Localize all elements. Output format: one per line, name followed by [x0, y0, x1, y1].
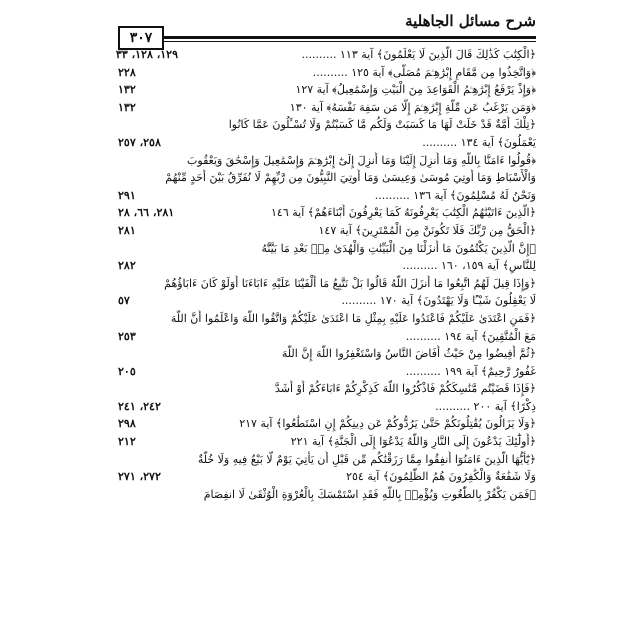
page-reference: ٢٠٥ [118, 364, 136, 378]
verse-text: يَعْمَلُونَ﴾ آية ١٣٤ .......... [422, 135, 536, 149]
page-reference: ٢٨١ [118, 223, 136, 237]
verse-text: ﴿وَاتَّخِذُوا مِن مَّقَامِ إِبْرَٰهِـۧمَ مُصَلًّى﴾ آية ١٢٥ .......... [312, 65, 536, 79]
verse-text: لِلنَّاسِ﴾ آية ١٥٩، ١٦٠ .......... [402, 259, 536, 273]
verse-text: ﴿وَإِذْ يَرْفَعُ إِبْرَٰهِـۧمُ الْقَوَاعِدَ مِنَ الْبَيْتِ وَإِسْمَٰعِيلُ﴾ آية ١٢٧ [295, 83, 536, 97]
verse-text: ﴿فَمَنِ اعْتَدَىٰ عَلَيْكُمْ فَاعْتَدُوا عَلَيْهِ بِمِثْلِ مَا اعْتَدَىٰ عَلَيْكُمْ وَاتَّقُوا اللَّهَ وَاعْلَمُوا أَنَّ اللَّهَ [170, 311, 536, 325]
verse-text: لَا يَعْقِلُونَ شَيْـًٔا وَلَا يَهْتَدُونَ﴾ آية ١٧٠ .......... [341, 294, 536, 308]
page-header [118, 10, 536, 44]
page-reference: ٢٨٢ [118, 259, 136, 273]
index-line [118, 240, 536, 258]
verse-text: ﴿تِلْكَ أُمَّةٌ قَدْ خَلَتْ لَهَا مَا كَسَبَتْ وَلَكُم مَّا كَسَبْتُمْ وَلَا تُسْـَٔلُونَ عَمَّا كَانُوا [228, 118, 536, 132]
page-reference: ٢٥٨، ٢٥٧ [118, 135, 161, 149]
verse-text: ﴿الَّذِينَ ءَاتَيْنَٰهُمُ الْكِتَٰبَ يَعْرِفُونَهُ كَمَا يَعْرِفُونَ أَبْنَاءَهُمْ﴾ آية ١٤٦ [271, 206, 536, 220]
index-line [118, 415, 536, 433]
page-reference: ١٢٩، ١٢٨، ٣٣ [115, 48, 178, 61]
verse-text: وَالْأَسْبَاطِ وَمَا أُوتِيَ مُوسَىٰ وَعِيسَىٰ وَمَا أُوتِيَ النَّبِيُّونَ مِن رَّبِّهِمْ لَا نُفَرِّقُ بَيْنَ أَحَدٍ مِّنْهُمْ [165, 171, 536, 185]
verse-text: ﴿قُولُوا ءَامَنَّا بِاللَّهِ وَمَا أُنزِلَ إِلَيْنَا وَمَا أُنزِلَ إِلَىٰٓ إِبْرَٰهِـۧمَ وَإِسْمَٰعِيلَ وَإِسْحَٰقَ وَيَعْقُوبَ [187, 153, 536, 167]
index-line [118, 187, 536, 205]
page-reference: ٢٢٨ [118, 65, 136, 79]
verse-text: ﴿الْكِتَٰبَ كَذَٰلِكَ قَالَ الَّذِينَ لَا يَعْلَمُونَ﴾ آية ١١٣ .......... [301, 48, 536, 61]
index-line [118, 204, 536, 222]
verse-text: ﴿يَٰٓأَيُّهَا الَّذِينَ ءَامَنُوٓا أَنفِقُوا مِمَّا رَزَقْنَٰكُم مِّن قَبْلِ أَن يَأْتِيَ يَوْمٌ لَّا بَيْعٌ فِيهِ وَلَا خُلَّةٌ [197, 452, 536, 466]
verse-text: ذِكْرًا﴾ آية ٢٠٠ .......... [435, 399, 536, 413]
verse-text: غَفُورٌ رَّحِيمٌ﴾ آية ١٩٩ .......... [405, 364, 536, 378]
index-line [118, 99, 536, 117]
page-reference: ٢٥٣ [118, 329, 136, 343]
index-line [118, 328, 536, 346]
header-rule [162, 36, 536, 42]
index-line [118, 345, 536, 363]
index-line [115, 46, 536, 64]
verse-text: ﴿إِنَّ الَّذِينَ يَكْتُمُونَ مَا أَنزَلْنَا مِنَ الْبَيِّنَٰتِ وَالْهُدَىٰ مِنۢ بَعْدِ مَا بَيَّنَّٰهُ [261, 241, 536, 255]
index-line [118, 169, 536, 187]
page-reference: ٥٧ [118, 294, 130, 308]
book-page [115, 10, 536, 630]
verse-text: ﴿وَمَن يَرْغَبُ عَن مِّلَّةِ إِبْرَٰهِـۧمَ إِلَّا مَن سَفِهَ نَفْسَهُ﴾ آية ١٣٠ [289, 100, 536, 114]
index-line [118, 64, 536, 82]
index-line [118, 81, 536, 99]
index-line [118, 152, 536, 170]
verse-text: ﴿أُولَٰٓئِكَ يَدْعُونَ إِلَى النَّارِ وَاللَّهُ يَدْعُوٓا إِلَى الْجَنَّةِ﴾ آية ٢٢١ [290, 435, 536, 449]
verse-text: ﴿الْحَقُّ مِن رَّبِّكَ فَلَا تَكُونَنَّ مِنَ الْمُمْتَرِينَ﴾ آية ١٤٧ [318, 223, 536, 237]
verse-text: ﴿ثُمَّ أَفِيضُوا مِنْ حَيْثُ أَفَاضَ النَّاسُ وَاسْتَغْفِرُوا اللَّهَ إِنَّ اللَّهَ [281, 347, 536, 361]
verse-text: ﴿وَلَا يَزَالُونَ يُقَٰتِلُونَكُمْ حَتَّىٰ يَرُدُّوكُمْ عَن دِينِكُمْ إِنِ اسْتَطَٰعُوا﴾ آية ٢١٧ [239, 417, 536, 431]
verse-text: ﴿وَإِذَا قِيلَ لَهُمُ اتَّبِعُوا مَا أَنزَلَ اللَّهُ قَالُوا بَلْ نَتَّبِعُ مَا أَلْفَيْنَا عَلَيْهِ ءَابَاءَنَا أَوَلَوْ كَانَ ءَابَاؤُهُمْ [164, 276, 536, 290]
verse-text: وَلَا شَفَٰعَةٌ وَالْكَٰفِرُونَ هُمُ الظَّٰلِمُونَ﴾ آية ٢٥٤ [346, 470, 536, 484]
index-line [118, 486, 536, 504]
page-reference: ١٣٢ [118, 100, 136, 114]
page-reference: ٢٤٢، ٢٤١ [118, 399, 161, 413]
verse-index-list [115, 46, 536, 503]
verse-text: مَعَ الْمُتَّقِينَ﴾ آية ١٩٤ .......... [405, 329, 536, 343]
index-line [118, 310, 536, 328]
page-reference: ١٣٢ [118, 83, 136, 97]
page-reference: ٢٩٨ [118, 417, 136, 431]
index-line [118, 433, 536, 451]
book-title: شرح مسائل الجاهلية [405, 12, 536, 30]
index-line [118, 468, 536, 486]
page-reference: ٢٨١، ٦٦، ٢٨ [118, 206, 175, 220]
index-line [118, 222, 536, 240]
index-line [118, 380, 536, 398]
page-reference: ٢٧٢، ٢٧١ [118, 470, 161, 484]
index-line [118, 292, 536, 310]
verse-text: ﴿فَمَن يَكْفُرْ بِالطَّٰغُوتِ وَيُؤْمِنۢ بِاللَّهِ فَقَدِ اسْتَمْسَكَ بِالْعُرْوَةِ الْوُثْقَىٰ لَا انفِصَامَ [203, 487, 536, 501]
index-line [118, 451, 536, 469]
verse-text: ﴿فَإِذَا قَضَيْتُم مَّنَٰسِكَكُمْ فَاذْكُرُوا اللَّهَ كَذِكْرِكُمْ ءَابَاءَكُمْ أَوْ أَشَدَّ [274, 382, 536, 396]
page-reference: ٢١٢ [118, 435, 136, 449]
verse-text: وَنَحْنُ لَهُ مُسْلِمُونَ﴾ آية ١٣٦ .......... [374, 188, 536, 202]
index-line [118, 134, 536, 152]
index-line [118, 363, 536, 381]
index-line [118, 257, 536, 275]
page-number: ٣٠٧ [118, 26, 164, 50]
index-line [118, 275, 536, 293]
index-line [118, 116, 536, 134]
page-reference: ٢٩١ [118, 188, 136, 202]
index-line [118, 398, 536, 416]
